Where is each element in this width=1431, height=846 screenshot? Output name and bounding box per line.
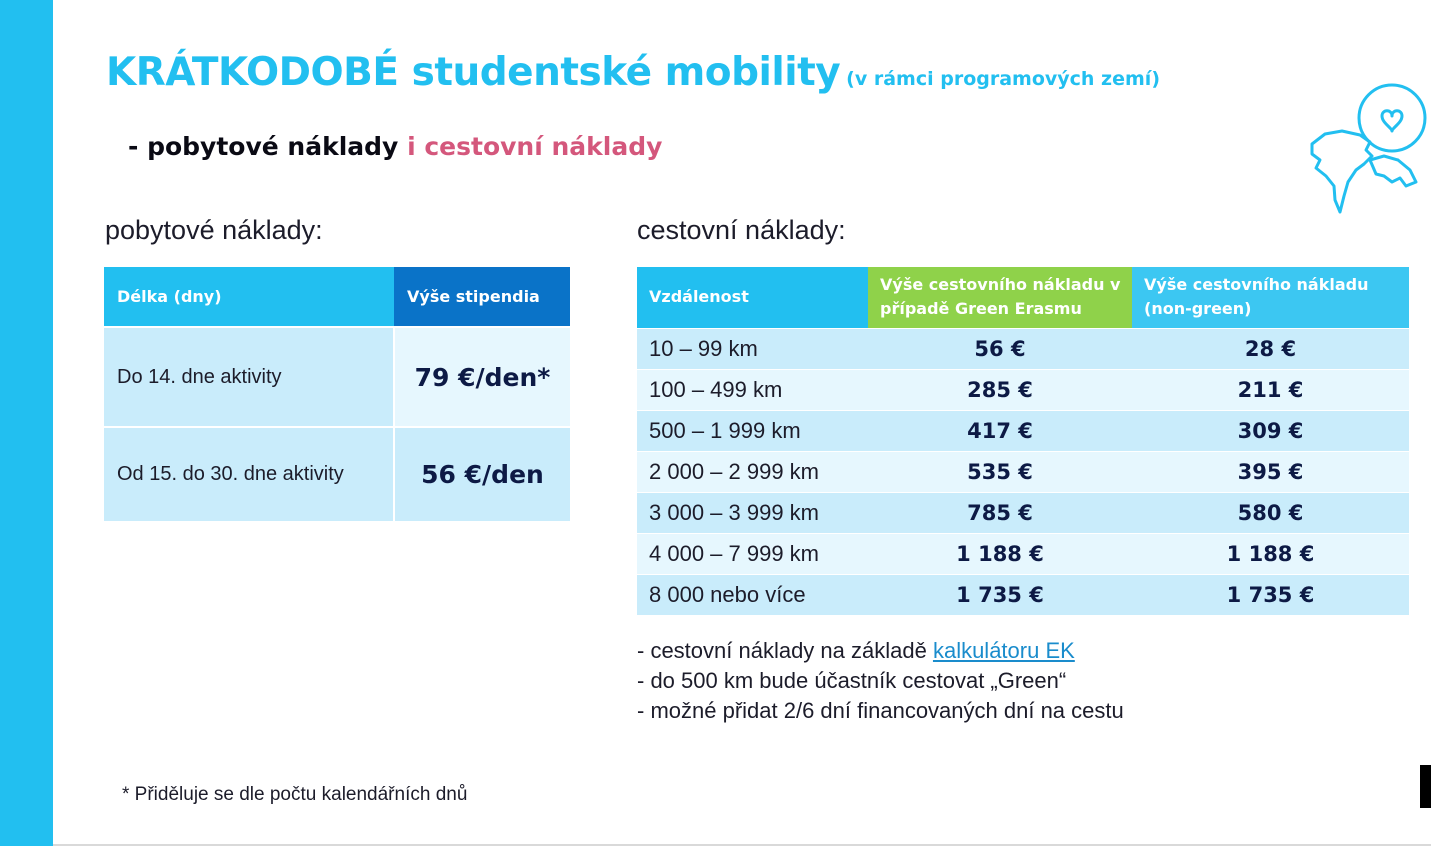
slide-marker (1420, 765, 1431, 808)
non-green-cost-cell: 28 € (1132, 328, 1409, 369)
note-line: - možné přidat 2/6 dní financovaných dní na cestu (637, 698, 1124, 723)
non-green-cost-cell: 1 188 € (1132, 533, 1409, 574)
stipend-cell: 79 €/den* (394, 327, 570, 427)
non-green-cost-cell: 211 € (1132, 369, 1409, 410)
travel-notes (637, 636, 1124, 726)
non-green-cost-cell: 395 € (1132, 451, 1409, 492)
page-title (106, 50, 1160, 95)
distance-cell: 3 000 – 3 999 km (637, 492, 868, 533)
note-line-text: - cestovní náklady na základě (637, 638, 933, 663)
footnote: * Přiděluje se dle počtu kalendářních dnů (122, 784, 468, 805)
non-green-cost-cell: 580 € (1132, 492, 1409, 533)
green-cost-cell: 285 € (868, 369, 1132, 410)
table-header-row (104, 267, 570, 327)
green-cost-cell: 535 € (868, 451, 1132, 492)
table-row (637, 328, 1409, 369)
column-header-stipend: Výše stipendia (394, 267, 570, 327)
globe-heart-icon (1300, 78, 1430, 218)
travel-costs-heading: cestovní náklady: (637, 215, 846, 245)
duration-cell: Do 14. dne aktivity (104, 327, 394, 427)
calculator-link[interactable]: kalkulátoru EK (932, 638, 1075, 663)
travel-costs-table (637, 267, 1409, 615)
table-row (637, 533, 1409, 574)
non-green-cost-cell: 309 € (1132, 410, 1409, 451)
stay-costs-heading: pobytové náklady: (105, 215, 323, 245)
green-cost-cell: 417 € (868, 410, 1132, 451)
non-green-cost-cell: 1 735 € (1132, 574, 1409, 615)
table-row (104, 327, 570, 427)
column-header-non-green: Výše cestovního nákladu (non-green) (1132, 267, 1409, 328)
table-row (637, 451, 1409, 492)
stay-costs-table (104, 267, 570, 521)
table-row (637, 574, 1409, 615)
subtitle-travel: i cestovní náklady (407, 132, 663, 161)
duration-cell: Od 15. do 30. dne aktivity (104, 427, 394, 521)
distance-cell: 500 – 1 999 km (637, 410, 868, 451)
table-row (637, 492, 1409, 533)
title-main: KRÁTKODOBÉ studentské mobility (106, 50, 841, 95)
left-accent-bar (0, 0, 53, 846)
column-header-duration: Délka (dny) (104, 267, 394, 327)
green-cost-cell: 56 € (868, 328, 1132, 369)
distance-cell: 10 – 99 km (637, 328, 868, 369)
subtitle (128, 132, 662, 161)
note-line (637, 636, 1124, 666)
table-header-row (637, 267, 1409, 328)
distance-cell: 8 000 nebo více (637, 574, 868, 615)
subtitle-stay: - pobytové náklady (128, 132, 399, 161)
green-cost-cell: 785 € (868, 492, 1132, 533)
table-row (637, 410, 1409, 451)
green-cost-cell: 1 735 € (868, 574, 1132, 615)
distance-cell: 2 000 – 2 999 km (637, 451, 868, 492)
note-line: - do 500 km bude účastník cestovat „Green“ (637, 668, 1067, 693)
table-row (637, 369, 1409, 410)
stipend-cell: 56 €/den (394, 427, 570, 521)
green-cost-cell: 1 188 € (868, 533, 1132, 574)
distance-cell: 100 – 499 km (637, 369, 868, 410)
column-header-distance: Vzdálenost (637, 267, 868, 328)
column-header-green: Výše cestovního nákladu v případě Green Erasmu (868, 267, 1132, 328)
distance-cell: 4 000 – 7 999 km (637, 533, 868, 574)
table-row (104, 427, 570, 521)
title-note: (v rámci programových zemí) (846, 68, 1160, 90)
